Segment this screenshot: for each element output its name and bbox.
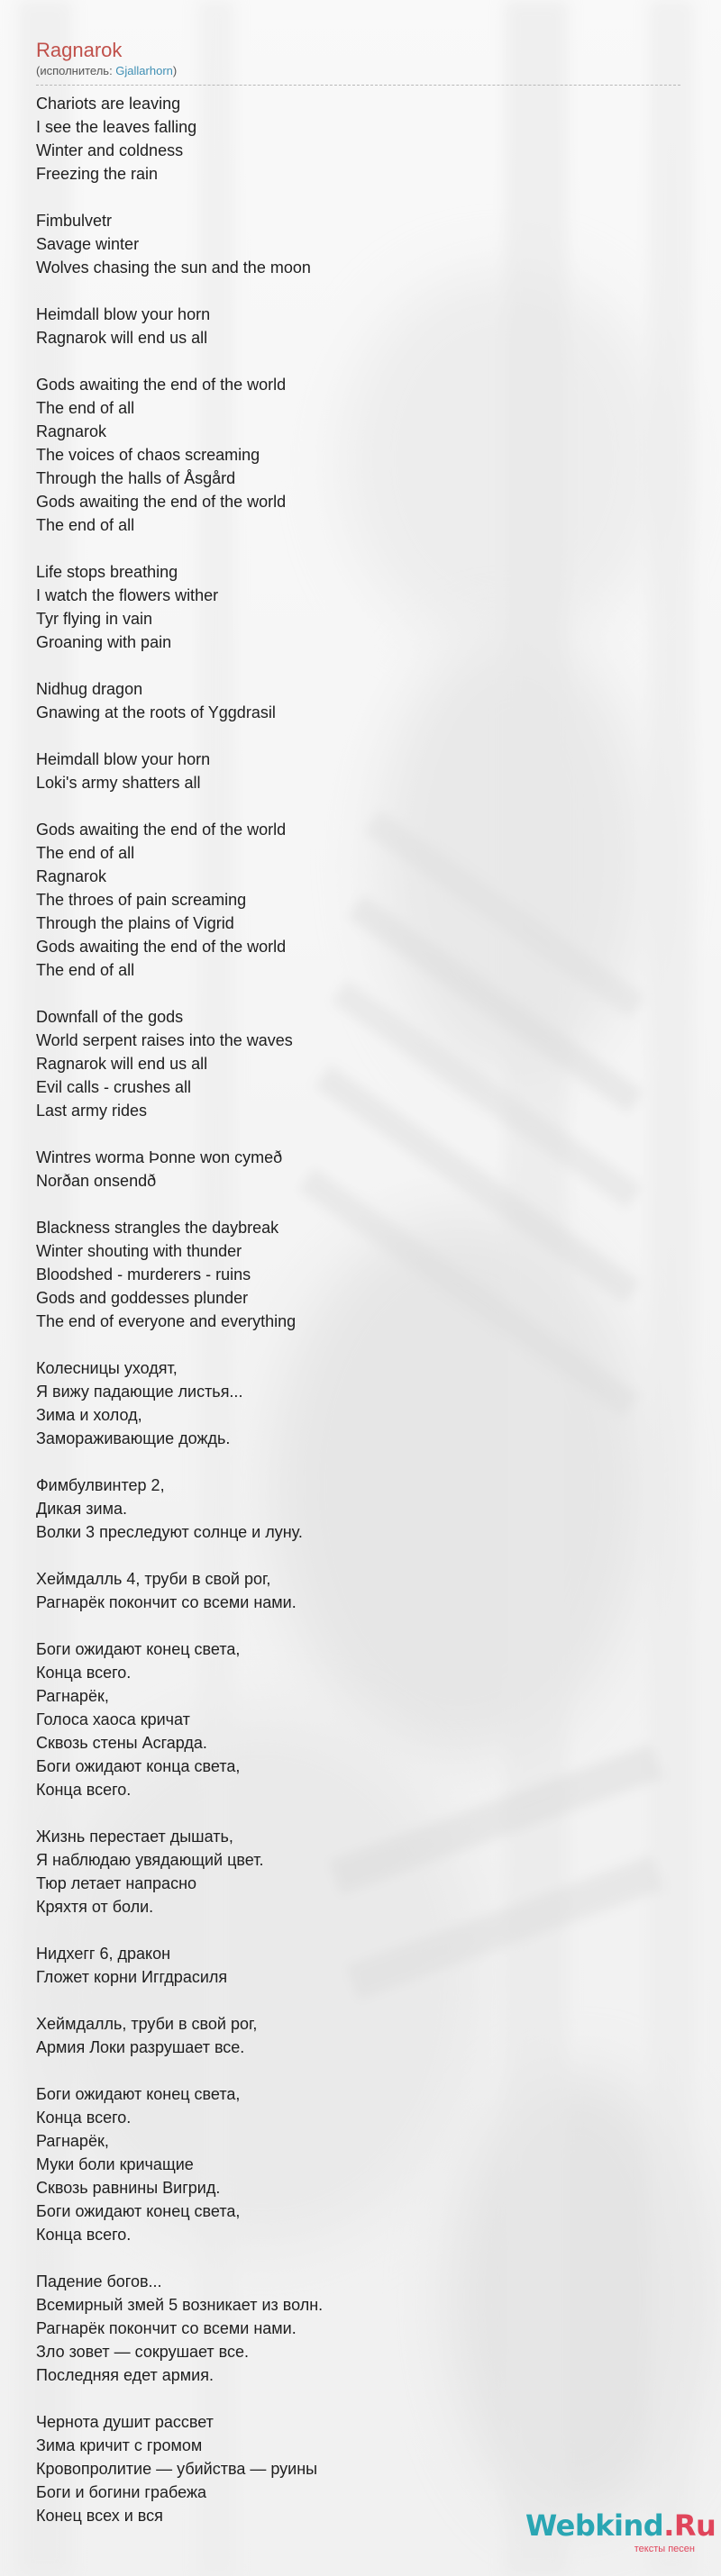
lyric-line: Нидхегг 6, дракон: [36, 1945, 171, 1963]
lyric-line: Gods awaiting the end of the world: [36, 376, 287, 394]
lyric-line: Gods awaiting the end of the world: [36, 821, 287, 839]
performer-link[interactable]: Gjallarhorn: [115, 64, 173, 77]
logo-part-ru: .Ru: [663, 2508, 716, 2543]
logo-part-webkind: Webkind: [525, 2508, 664, 2543]
stanza-break: [36, 186, 667, 209]
lyric-line: Ragnarok will end us all: [36, 329, 208, 347]
lyric-line: Сквозь равнины Вигрид.: [36, 2179, 221, 2197]
lyric-line: Колесницы уходят,: [36, 1359, 178, 1377]
lyric-line: Heimdall blow your horn: [36, 750, 211, 768]
lyric-line: Зима кричит с громом: [36, 2436, 203, 2454]
lyric-line: Gods awaiting the end of the world: [36, 938, 287, 956]
lyric-line: Heimdall blow your horn: [36, 305, 211, 323]
stanza-break: [36, 724, 667, 748]
lyric-line: Армия Локи разрушает все.: [36, 2038, 245, 2056]
stanza-break: [36, 349, 667, 373]
lyric-line: Tyr flying in vain: [36, 610, 153, 628]
performer-suffix: ): [172, 64, 178, 77]
logo-wordmark: [525, 2508, 716, 2543]
stanza-break: [36, 654, 667, 677]
site-logo[interactable]: [525, 2508, 716, 2562]
lyric-line: Жизнь перестает дышать,: [36, 1828, 233, 1846]
stanza-break: [36, 2059, 667, 2082]
performer-line: [36, 63, 680, 79]
lyric-line: Loki's army shatters all: [36, 774, 201, 792]
lyric-line: Wolves chasing the sun and the moon: [36, 259, 311, 277]
lyric-line: Рагнарёк покончит со всеми нами.: [36, 2319, 297, 2337]
stanza-break: [36, 2387, 667, 2410]
lyric-line: Last army rides: [36, 1102, 148, 1120]
lyric-line: Ragnarok: [36, 422, 107, 440]
lyric-line: Зло зовет — сокрушает все.: [36, 2343, 250, 2361]
logo-tagline: тексты песен: [634, 2544, 695, 2554]
stanza-break: [36, 1544, 667, 1567]
lyric-line: Рагнарёк,: [36, 2132, 109, 2150]
lyric-line: Evil calls - crushes all: [36, 1078, 192, 1096]
lyric-line: I watch the flowers wither: [36, 586, 219, 604]
lyric-line: Кровопролитие — убийства — руины: [36, 2460, 318, 2478]
lyric-line: Through the plains of Vigrid: [36, 914, 234, 932]
lyric-line: Всемирный змей 5 возникает из волн.: [36, 2296, 324, 2314]
lyric-line: Nidhug dragon: [36, 680, 143, 698]
stanza-break: [36, 1333, 667, 1356]
lyric-line: Фимбулвинтер 2,: [36, 1476, 165, 1494]
lyric-line: Сквозь стены Асгарда.: [36, 1734, 207, 1752]
lyric-line: Ragnarok: [36, 867, 107, 885]
lyric-line: Freezing the rain: [36, 165, 159, 183]
lyric-line: Зима и холод,: [36, 1406, 142, 1424]
lyric-line: The end of all: [36, 516, 135, 534]
lyric-line: Through the halls of Åsgård: [36, 469, 236, 487]
lyric-line: Я наблюдаю увядающий цвет.: [36, 1851, 264, 1869]
lyric-line: The voices of chaos screaming: [36, 446, 260, 464]
lyric-line: Gods awaiting the end of the world: [36, 493, 287, 511]
lyric-line: The end of all: [36, 961, 135, 979]
lyric-line: Winter shouting with thunder: [36, 1242, 242, 1260]
stanza-break: [36, 537, 667, 560]
stanza-break: [36, 1918, 667, 1942]
lyric-line: Дикая зима.: [36, 1500, 127, 1518]
stanza-break: [36, 279, 667, 303]
lyric-line: The throes of pain screaming: [36, 891, 247, 909]
lyric-line: Боги ожидают конец света,: [36, 1640, 241, 1658]
lyric-line: Bloodshed - murderers - ruins: [36, 1265, 251, 1283]
stanza-break: [36, 1122, 667, 1146]
lyric-line: I see the leaves falling: [36, 118, 197, 136]
lyric-line: Гложет корни Иггдрасиля: [36, 1968, 228, 1986]
stanza-break: [36, 794, 667, 818]
lyric-line: Рагнарёк,: [36, 1687, 109, 1705]
stanza-break: [36, 1801, 667, 1825]
lyric-line: World serpent raises into the waves: [36, 1031, 293, 1049]
song-title: Ragnarok: [36, 39, 123, 61]
stanza-break: [36, 1450, 667, 1474]
lyric-line: Боги ожидают конец света,: [36, 2202, 241, 2220]
lyric-line: Gnawing at the roots of Yggdrasil: [36, 703, 276, 721]
lyric-line: Chariots are leaving: [36, 95, 181, 113]
lyric-line: Gods and goddesses plunder: [36, 1289, 249, 1307]
lyric-line: Groaning with pain: [36, 633, 172, 651]
lyric-line: Хеймдалль, труби в свой рог,: [36, 2015, 258, 2033]
stanza-break: [36, 2246, 667, 2270]
lyric-line: Blackness strangles the daybreak: [36, 1219, 279, 1237]
lyric-line: Savage winter: [36, 235, 140, 253]
stanza-break: [36, 982, 667, 1005]
lyric-line: Winter and coldness: [36, 141, 184, 159]
lyric-line: Norðan onsendð: [36, 1172, 157, 1190]
lyric-line: Последняя едет армия.: [36, 2366, 214, 2384]
lyric-line: Life stops breathing: [36, 563, 178, 581]
lyric-line: Боги ожидают конец света,: [36, 2085, 241, 2103]
lyric-line: Тюр летает напрасно: [36, 1874, 197, 1892]
lyric-line: Хеймдалль 4, труби в свой рог,: [36, 1570, 271, 1588]
lyric-line: Голоса хаоса кричат: [36, 1710, 190, 1728]
lyric-line: Чернота душит рассвет: [36, 2413, 214, 2431]
lyric-line: Падение богов...: [36, 2272, 162, 2290]
lyric-line: Конца всего.: [36, 1781, 132, 1799]
lyric-line: Downfall of the gods: [36, 1008, 184, 1026]
lyric-line: The end of all: [36, 399, 135, 417]
stanza-break: [36, 1193, 667, 1216]
stanza-break: [36, 1614, 667, 1637]
lyric-line: Конца всего.: [36, 1664, 132, 1682]
lyric-line: Fimbulvetr: [36, 212, 113, 230]
lyric-line: Wintres worma Þonne won cymeð: [36, 1148, 283, 1166]
lyrics-body: [36, 92, 667, 2527]
lyric-line: Конца всего.: [36, 2226, 132, 2244]
lyric-line: Конца всего.: [36, 2109, 132, 2127]
lyric-line: Конец всех и вся: [36, 2507, 163, 2525]
lyric-line: Замораживающие дождь.: [36, 1429, 231, 1447]
lyric-line: Муки боли кричащие: [36, 2155, 194, 2173]
lyric-line: Я вижу падающие листья...: [36, 1383, 243, 1401]
lyric-line: The end of all: [36, 844, 135, 862]
song-header: [36, 38, 680, 86]
lyric-line: Рагнарёк покончит со всеми нами.: [36, 1593, 297, 1611]
performer-prefix: (исполнитель:: [36, 64, 116, 77]
lyric-line: The end of everyone and everything: [36, 1312, 297, 1330]
lyric-line: Волки 3 преследуют солнце и луну.: [36, 1523, 303, 1541]
stanza-break: [36, 1989, 667, 2012]
lyric-line: Ragnarok will end us all: [36, 1055, 208, 1073]
lyric-line: Боги и богини грабежа: [36, 2483, 206, 2501]
lyric-line: Кряхтя от боли.: [36, 1898, 154, 1916]
lyric-line: Боги ожидают конца света,: [36, 1757, 241, 1775]
